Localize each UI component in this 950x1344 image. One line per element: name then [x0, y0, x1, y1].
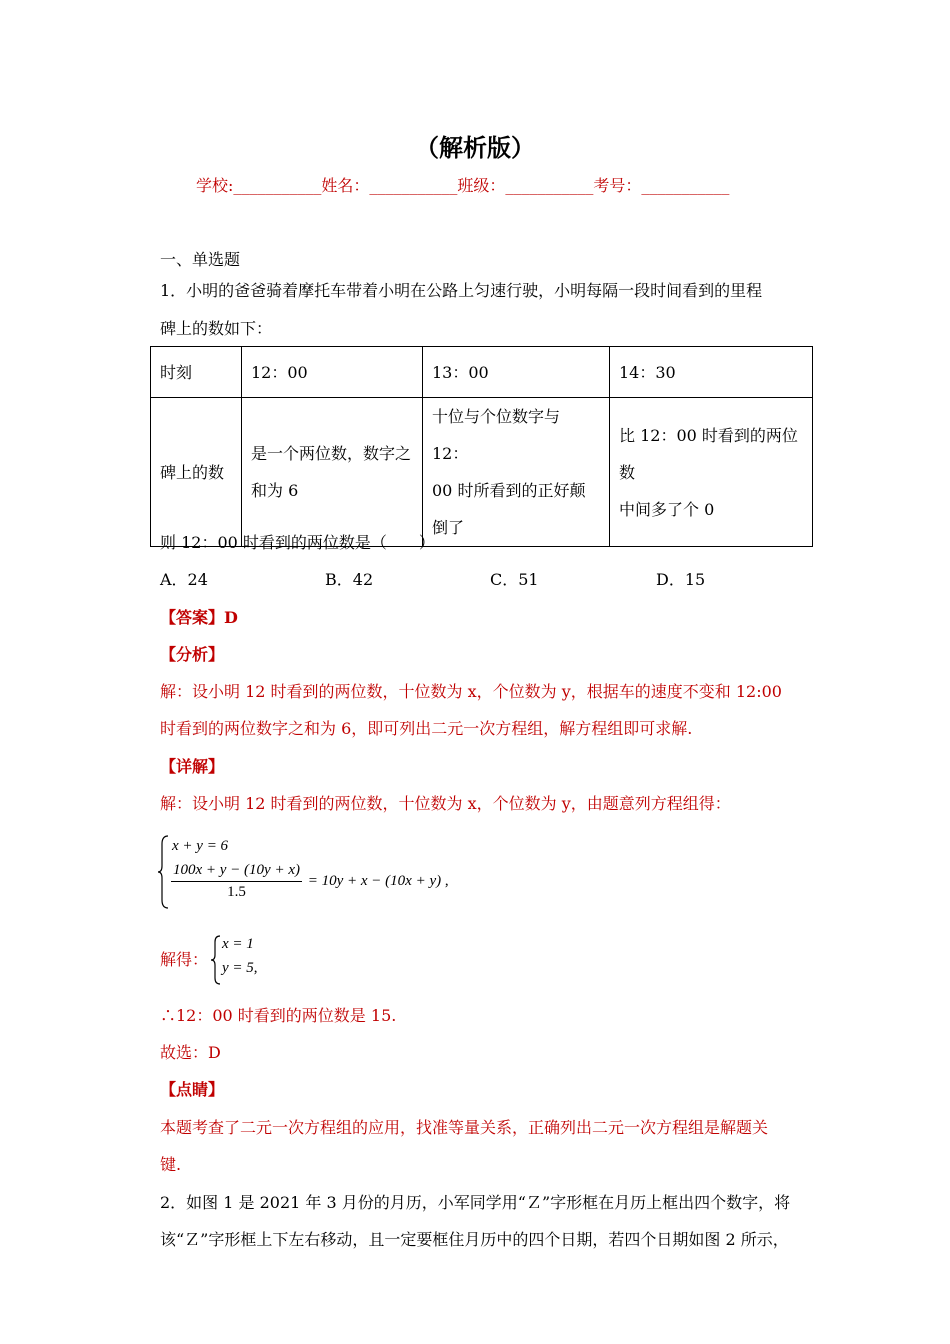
comment-line2: 键. [160, 1155, 182, 1174]
option-c: C．51 [490, 570, 539, 589]
analysis-line1: 解：设小明 12 时看到的两位数，十位数为 x，个位数为 y，根据车的速度不变和 12:00 [160, 682, 782, 701]
q2-stem-line1: 2．如图 1 是 2021 年 3 月份的月历，小军同学用“Ｚ”字形框在月历上框出四个数字，将 [160, 1193, 791, 1212]
therefore-line: ∴12：00 时看到的两位数是 15. [160, 1006, 397, 1025]
equation-system [157, 834, 477, 910]
header-cell-1430: 14：30 [610, 347, 813, 398]
solution-x: x = 1 [222, 936, 254, 952]
cell-1300-desc [423, 398, 610, 547]
left-brace-icon [157, 834, 171, 910]
solution-y-eq: y = 5 [222, 960, 254, 976]
table-header-row [151, 347, 813, 398]
comment-title: 【点睛】 [160, 1080, 225, 1099]
milestone-table [150, 346, 813, 547]
option-d: D．15 [656, 570, 706, 589]
equation-comma: , [444, 873, 449, 889]
detail-title: 【详解】 [160, 757, 225, 776]
answer-label: 【答案】D [160, 608, 238, 627]
option-a: A．24 [160, 570, 208, 589]
q1-stem-line1: 1．小明的爸爸骑着摩托车带着小明在公路上匀速行驶，小明每隔一段时间看到的里程 [160, 281, 763, 300]
header-cell-1200: 12：00 [242, 347, 423, 398]
cell-1430-desc [610, 398, 813, 547]
q1-stem-line2: 碑上的数如下： [160, 319, 273, 338]
q2-stem-line2: 该“Ｚ”字形框上下左右移动，且一定要框住月历中的四个日期，若四个日期如图 2 所示， [160, 1230, 789, 1249]
equation-1: x + y = 6 [172, 838, 229, 854]
analysis-line2: 时看到的两位数字之和为 6，即可列出二元一次方程组，解方程组即可求解. [160, 719, 693, 738]
header-cell-time: 时刻 [151, 347, 242, 398]
equation-2-denominator: 1.5 [227, 884, 246, 900]
cell-1430-line1: 比 12：00 时看到的两位数 [619, 425, 798, 482]
comment-line1: 本题考查了二元一次方程组的应用，找准等量关系，正确列出二元一次方程组是解题关 [160, 1118, 769, 1137]
solve-label: 解得： [160, 950, 209, 969]
table-data-row [151, 398, 813, 547]
page-title: （解析版） [415, 133, 535, 162]
cell-1200-desc [242, 398, 423, 547]
option-b: B．42 [325, 570, 374, 589]
solution-system [210, 934, 280, 986]
choose-line: 故选：D [160, 1043, 221, 1062]
cell-1430-line2: 中间多了个 0 [619, 499, 715, 519]
cell-1300-line2: 00 时所看到的正好颠 [432, 481, 586, 500]
cell-1200-line1: 是一个两位数，数字之 [251, 444, 412, 463]
detail-line1: 解：设小明 12 时看到的两位数，十位数为 x，个位数为 y，由题意列方程组得： [160, 794, 731, 813]
solution-y [222, 960, 258, 977]
equation-2 [171, 862, 449, 901]
student-info-line: 学校:___________姓名：___________班级：___________考号：___________ [196, 176, 730, 195]
cell-1300-line1: 十位与个位数字与 12： [432, 407, 561, 463]
q1-question: 则 12：00 时看到的两位数是（ ） [160, 533, 435, 552]
equation-2-fraction [171, 862, 302, 901]
solution-brace-icon [210, 934, 222, 986]
analysis-title: 【分析】 [160, 645, 225, 664]
cell-1300-line3: 倒了 [432, 518, 465, 537]
section-heading: 一、单选题 [160, 250, 241, 269]
equation-2-rhs: = 10y + x − (10x + y) [307, 873, 442, 889]
header-cell-1300: 13：00 [423, 347, 610, 398]
cell-1200-line2: 和为 6 [251, 481, 299, 500]
equation-2-numerator: 100x + y − (10y + x) [171, 862, 302, 882]
solution-comma: , [253, 960, 258, 976]
row-label-cell: 碑上的数 [151, 398, 242, 547]
